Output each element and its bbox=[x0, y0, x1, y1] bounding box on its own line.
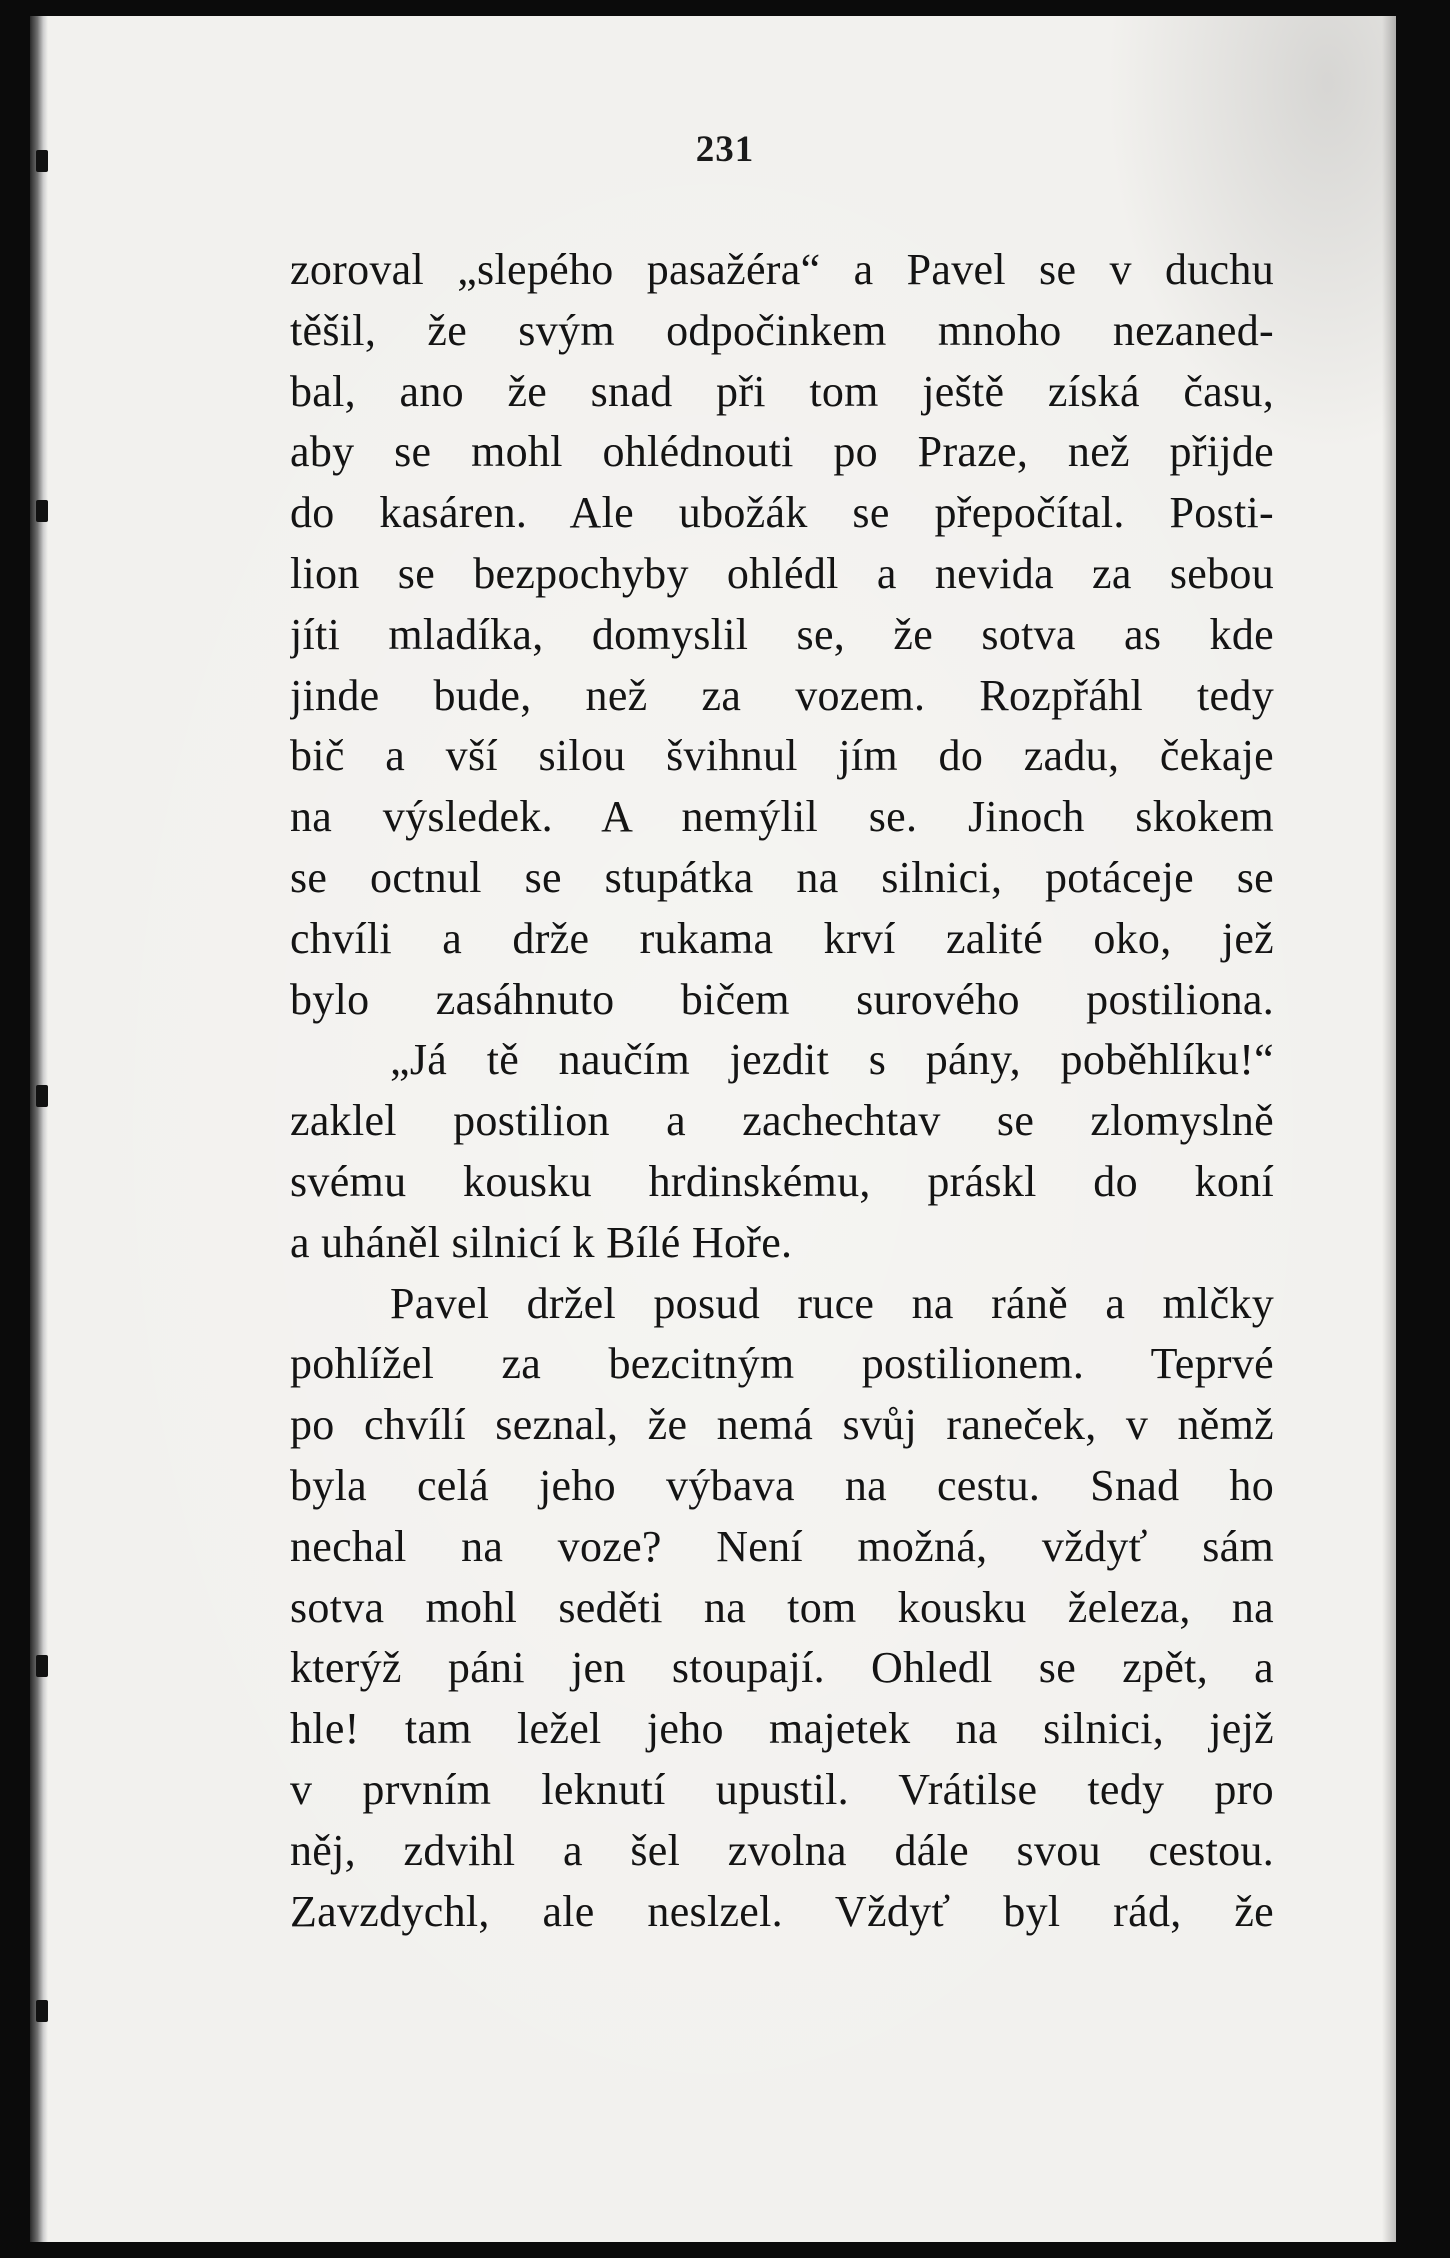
binding-mark bbox=[36, 2000, 48, 2022]
text-line: lion se bezpochyby ohlédl a nevida za sebou bbox=[290, 548, 1274, 598]
text-line: bič a vší silou švihnul jím do zadu, čekaje bbox=[290, 731, 1274, 781]
text-line: nechal na voze? Není možná, vždyť sám bbox=[290, 1521, 1274, 1571]
page-right-shadow bbox=[1382, 16, 1396, 2242]
page-number: 231 bbox=[695, 129, 755, 170]
text-line: byla celá jeho výbava na cestu. Snad ho bbox=[290, 1460, 1274, 1510]
text-line: zoroval „slepého pasažéra“ a Pavel se v duchu bbox=[290, 245, 1274, 294]
text-line: těšil, že svým odpočinkem mnoho nezaned- bbox=[290, 305, 1274, 355]
text-line: po chvílí seznal, že nemá svůj raneček, v němž bbox=[290, 1400, 1274, 1450]
text-line: do kasáren. Ale ubožák se přepočítal. Posti- bbox=[290, 488, 1274, 538]
text-line: něj, zdvihl a šel zvolna dále svou cestou. bbox=[290, 1825, 1274, 1875]
text-line: a uháněl silnicí k Bílé Hoře. bbox=[290, 1217, 793, 1267]
page-binding-edge bbox=[30, 16, 48, 2242]
binding-mark bbox=[36, 500, 48, 522]
text-line: jíti mladíka, domyslil se, že sotva as kde bbox=[290, 609, 1274, 659]
text-line: Pavel držel posud ruce na ráně a mlčky bbox=[390, 1278, 1274, 1328]
text-line: bal, ano že snad při tom ještě získá času, bbox=[290, 366, 1274, 416]
text-line: v prvním leknutí upustil. Vrátilse tedy pro bbox=[290, 1764, 1274, 1814]
text-line: svému kousku hrdinskému, práskl do koní bbox=[290, 1156, 1274, 1206]
text-line: se octnul se stupátka na silnici, potáceje se bbox=[290, 852, 1274, 902]
text-line: hle! tam ležel jeho majetek na silnici, jejž bbox=[290, 1704, 1274, 1754]
text-line: jinde bude, než za vozem. Rozpřáhl tedy bbox=[290, 670, 1274, 720]
text-line: bylo zasáhnuto bičem surového postiliona. bbox=[290, 974, 1274, 1024]
text-line: na výsledek. A nemýlil se. Jinoch skokem bbox=[290, 792, 1274, 842]
text-line: pohlížel za bezcitným postilionem. Teprvé bbox=[290, 1339, 1274, 1389]
text-line: zaklel postilion a zachechtav se zlomyslně bbox=[290, 1096, 1274, 1146]
binding-mark bbox=[36, 1085, 48, 1107]
binding-mark bbox=[36, 1655, 48, 1677]
text-line: chvíli a drže rukama krví zalité oko, jež bbox=[290, 913, 1274, 963]
text-line: Zavzdychl, ale neslzel. Vždyť byl rád, že bbox=[290, 1886, 1274, 1936]
text-line: aby se mohl ohlédnouti po Praze, než přijde bbox=[290, 427, 1274, 477]
text-line: „Já tě naučím jezdit s pány, poběhlíku!“ bbox=[390, 1035, 1274, 1085]
text-line: sotva mohl seděti na tom kousku železa, na bbox=[290, 1582, 1274, 1632]
text-line: kterýž páni jen stoupají. Ohledl se zpět, a bbox=[290, 1643, 1274, 1693]
body-text bbox=[290, 240, 1274, 1942]
